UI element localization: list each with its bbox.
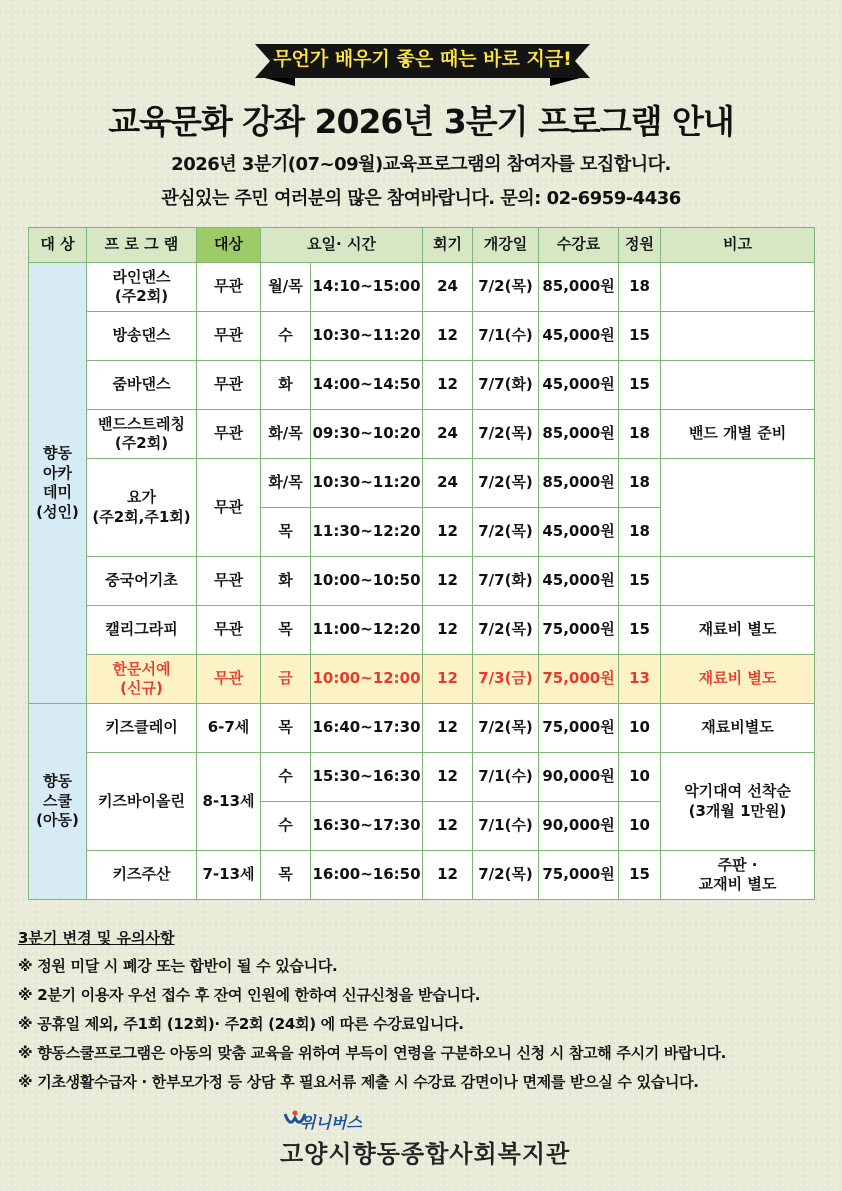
start-date: 7/2(목) xyxy=(473,459,539,508)
program-name: 밴드스트레칭 (주2회) xyxy=(87,410,197,459)
note-item: ※ 향동스쿨프로그램은 아동의 맞춤 교육을 위하여 부득이 연령을 구분하오니 신청 시 참고해 주시기 바랍니다. xyxy=(18,1044,727,1062)
header-day-time: 요일· 시간 xyxy=(261,228,423,263)
course-fee: 45,000원 xyxy=(539,312,619,361)
notes-heading: 3분기 변경 및 유의사항 xyxy=(18,929,175,947)
session-day: 목 xyxy=(261,851,311,900)
program-name: 키즈바이올린 xyxy=(87,753,197,851)
remarks: 재료비별도 xyxy=(661,704,815,753)
session-day: 수 xyxy=(261,753,311,802)
logo-brand-text: 위니버스 xyxy=(300,1113,362,1132)
group-label: 향동 스쿨 (아동) xyxy=(29,704,87,900)
start-date: 7/3(금) xyxy=(473,655,539,704)
session-count: 12 xyxy=(423,508,473,557)
program-target: 무관 xyxy=(197,557,261,606)
session-time: 15:30~16:30 xyxy=(311,753,423,802)
session-time: 10:30~11:20 xyxy=(311,312,423,361)
header-target: 대상 xyxy=(197,228,261,263)
organization-logo xyxy=(276,1108,576,1168)
program-target: 무관 xyxy=(197,459,261,557)
table-row xyxy=(29,263,815,312)
group-label: 향동 아카 데미 (성인) xyxy=(29,263,87,704)
table-row xyxy=(29,606,815,655)
remarks: 주판 · 교재비 별도 xyxy=(661,851,815,900)
capacity: 18 xyxy=(619,459,661,508)
capacity: 15 xyxy=(619,606,661,655)
table-row xyxy=(29,753,815,802)
session-count: 24 xyxy=(423,410,473,459)
banner-text: 무언가 배우기 좋은 때는 바로 지금! xyxy=(273,48,572,70)
course-fee: 45,000원 xyxy=(539,508,619,557)
session-count: 12 xyxy=(423,557,473,606)
session-count: 12 xyxy=(423,851,473,900)
remarks xyxy=(661,361,815,410)
capacity: 15 xyxy=(619,312,661,361)
session-time: 14:00~14:50 xyxy=(311,361,423,410)
start-date: 7/2(목) xyxy=(473,851,539,900)
program-name: 키즈클레이 xyxy=(87,704,197,753)
program-name: 캘리그라피 xyxy=(87,606,197,655)
start-date: 7/1(수) xyxy=(473,802,539,851)
table-row xyxy=(29,361,815,410)
remarks: 악기대여 선착순 (3개월 1만원) xyxy=(661,753,815,851)
session-count: 24 xyxy=(423,459,473,508)
start-date: 7/1(수) xyxy=(473,312,539,361)
session-time: 14:10~15:00 xyxy=(311,263,423,312)
remarks xyxy=(661,557,815,606)
session-count: 12 xyxy=(423,753,473,802)
header-start-date: 개강일 xyxy=(473,228,539,263)
subtitle-line-1: 2026년 3분기(07~09월)교육프로그램의 참여자를 모집합니다. xyxy=(171,154,671,175)
session-day: 수 xyxy=(261,312,311,361)
header-capacity: 정원 xyxy=(619,228,661,263)
session-day: 목 xyxy=(261,508,311,557)
program-target: 무관 xyxy=(197,263,261,312)
table-row xyxy=(29,410,815,459)
session-time: 16:40~17:30 xyxy=(311,704,423,753)
logo-organization-name: 고양시향동종합사회복지관 xyxy=(280,1140,571,1168)
note-item: ※ 기초생활수급자 · 한부모가정 등 상담 후 필요서류 제출 시 수강료 감면이나 면제를 받으실 수 있습니다. xyxy=(18,1073,699,1091)
capacity: 18 xyxy=(619,508,661,557)
capacity: 15 xyxy=(619,557,661,606)
start-date: 7/2(목) xyxy=(473,508,539,557)
header-remarks: 비고 xyxy=(661,228,815,263)
course-fee: 75,000원 xyxy=(539,606,619,655)
start-date: 7/2(목) xyxy=(473,704,539,753)
session-count: 12 xyxy=(423,704,473,753)
capacity: 15 xyxy=(619,851,661,900)
program-name: 줌바댄스 xyxy=(87,361,197,410)
header-sessions: 회기 xyxy=(423,228,473,263)
table-row xyxy=(29,459,815,508)
course-fee: 75,000원 xyxy=(539,704,619,753)
program-name: 중국어기초 xyxy=(87,557,197,606)
course-fee: 85,000원 xyxy=(539,263,619,312)
course-fee: 85,000원 xyxy=(539,410,619,459)
capacity: 10 xyxy=(619,704,661,753)
session-count: 24 xyxy=(423,263,473,312)
remarks xyxy=(661,312,815,361)
session-time: 09:30~10:20 xyxy=(311,410,423,459)
course-fee: 45,000원 xyxy=(539,361,619,410)
remarks: 밴드 개별 준비 xyxy=(661,410,815,459)
capacity: 18 xyxy=(619,410,661,459)
table-header-row xyxy=(29,228,815,263)
session-day: 금 xyxy=(261,655,311,704)
program-target: 7-13세 xyxy=(197,851,261,900)
program-schedule-table xyxy=(28,227,815,900)
program-name: 라인댄스 (주2회) xyxy=(87,263,197,312)
table-row xyxy=(29,312,815,361)
subtitle-line-2: 관심있는 주민 여러분의 많은 참여바랍니다. 문의: 02-6959-4436 xyxy=(161,188,681,209)
session-time: 10:30~11:20 xyxy=(311,459,423,508)
remarks xyxy=(661,459,815,557)
session-time: 11:00~12:20 xyxy=(311,606,423,655)
session-day: 화 xyxy=(261,557,311,606)
course-fee: 45,000원 xyxy=(539,557,619,606)
session-count: 12 xyxy=(423,606,473,655)
session-count: 12 xyxy=(423,361,473,410)
capacity: 10 xyxy=(619,802,661,851)
program-name: 키즈주산 xyxy=(87,851,197,900)
program-target: 무관 xyxy=(197,361,261,410)
start-date: 7/1(수) xyxy=(473,753,539,802)
session-count: 12 xyxy=(423,802,473,851)
start-date: 7/7(화) xyxy=(473,361,539,410)
session-day: 화 xyxy=(261,361,311,410)
table-row xyxy=(29,655,815,704)
session-count: 12 xyxy=(423,655,473,704)
note-item: ※ 2분기 이용자 우선 접수 후 잔여 인원에 한하여 신규신청을 받습니다. xyxy=(18,986,481,1004)
session-day: 화/목 xyxy=(261,410,311,459)
header-fee: 수강료 xyxy=(539,228,619,263)
table-row xyxy=(29,704,815,753)
capacity: 15 xyxy=(619,361,661,410)
session-time: 16:00~16:50 xyxy=(311,851,423,900)
program-target: 무관 xyxy=(197,655,261,704)
header-program: 프 로 그 램 xyxy=(87,228,197,263)
program-name: 요가 (주2회,주1회) xyxy=(87,459,197,557)
session-time: 10:00~10:50 xyxy=(311,557,423,606)
program-target: 무관 xyxy=(197,410,261,459)
start-date: 7/2(목) xyxy=(473,410,539,459)
course-fee: 90,000원 xyxy=(539,802,619,851)
course-fee: 75,000원 xyxy=(539,655,619,704)
session-time: 16:30~17:30 xyxy=(311,802,423,851)
note-item: ※ 공휴일 제외, 주1회 (12회)· 주2회 (24회) 에 따른 수강료입니다. xyxy=(18,1015,464,1033)
session-day: 화/목 xyxy=(261,459,311,508)
capacity: 18 xyxy=(619,263,661,312)
remarks: 재료비 별도 xyxy=(661,606,815,655)
capacity: 10 xyxy=(619,753,661,802)
program-target: 무관 xyxy=(197,606,261,655)
note-item: ※ 정원 미달 시 폐강 또는 합반이 될 수 있습니다. xyxy=(18,957,338,975)
session-count: 12 xyxy=(423,312,473,361)
slogan-banner xyxy=(255,40,590,86)
notes-section xyxy=(18,927,726,1100)
capacity: 13 xyxy=(619,655,661,704)
page-title: 교육문화 강좌 2026년 3분기 프로그램 안내 xyxy=(108,102,734,141)
course-fee: 90,000원 xyxy=(539,753,619,802)
header-target-group: 대 상 xyxy=(29,228,87,263)
session-day: 월/목 xyxy=(261,263,311,312)
program-name: 방송댄스 xyxy=(87,312,197,361)
remarks: 재료비 별도 xyxy=(661,655,815,704)
start-date: 7/2(목) xyxy=(473,263,539,312)
session-day: 목 xyxy=(261,704,311,753)
session-time: 10:00~12:00 xyxy=(311,655,423,704)
session-day: 수 xyxy=(261,802,311,851)
program-target: 6-7세 xyxy=(197,704,261,753)
course-fee: 85,000원 xyxy=(539,459,619,508)
course-fee: 75,000원 xyxy=(539,851,619,900)
table-row xyxy=(29,851,815,900)
start-date: 7/7(화) xyxy=(473,557,539,606)
start-date: 7/2(목) xyxy=(473,606,539,655)
table-row xyxy=(29,557,815,606)
session-day: 목 xyxy=(261,606,311,655)
session-time: 11:30~12:20 xyxy=(311,508,423,557)
remarks xyxy=(661,263,815,312)
program-target: 무관 xyxy=(197,312,261,361)
program-name: 한문서예 (신규) xyxy=(87,655,197,704)
program-target: 8-13세 xyxy=(197,753,261,851)
